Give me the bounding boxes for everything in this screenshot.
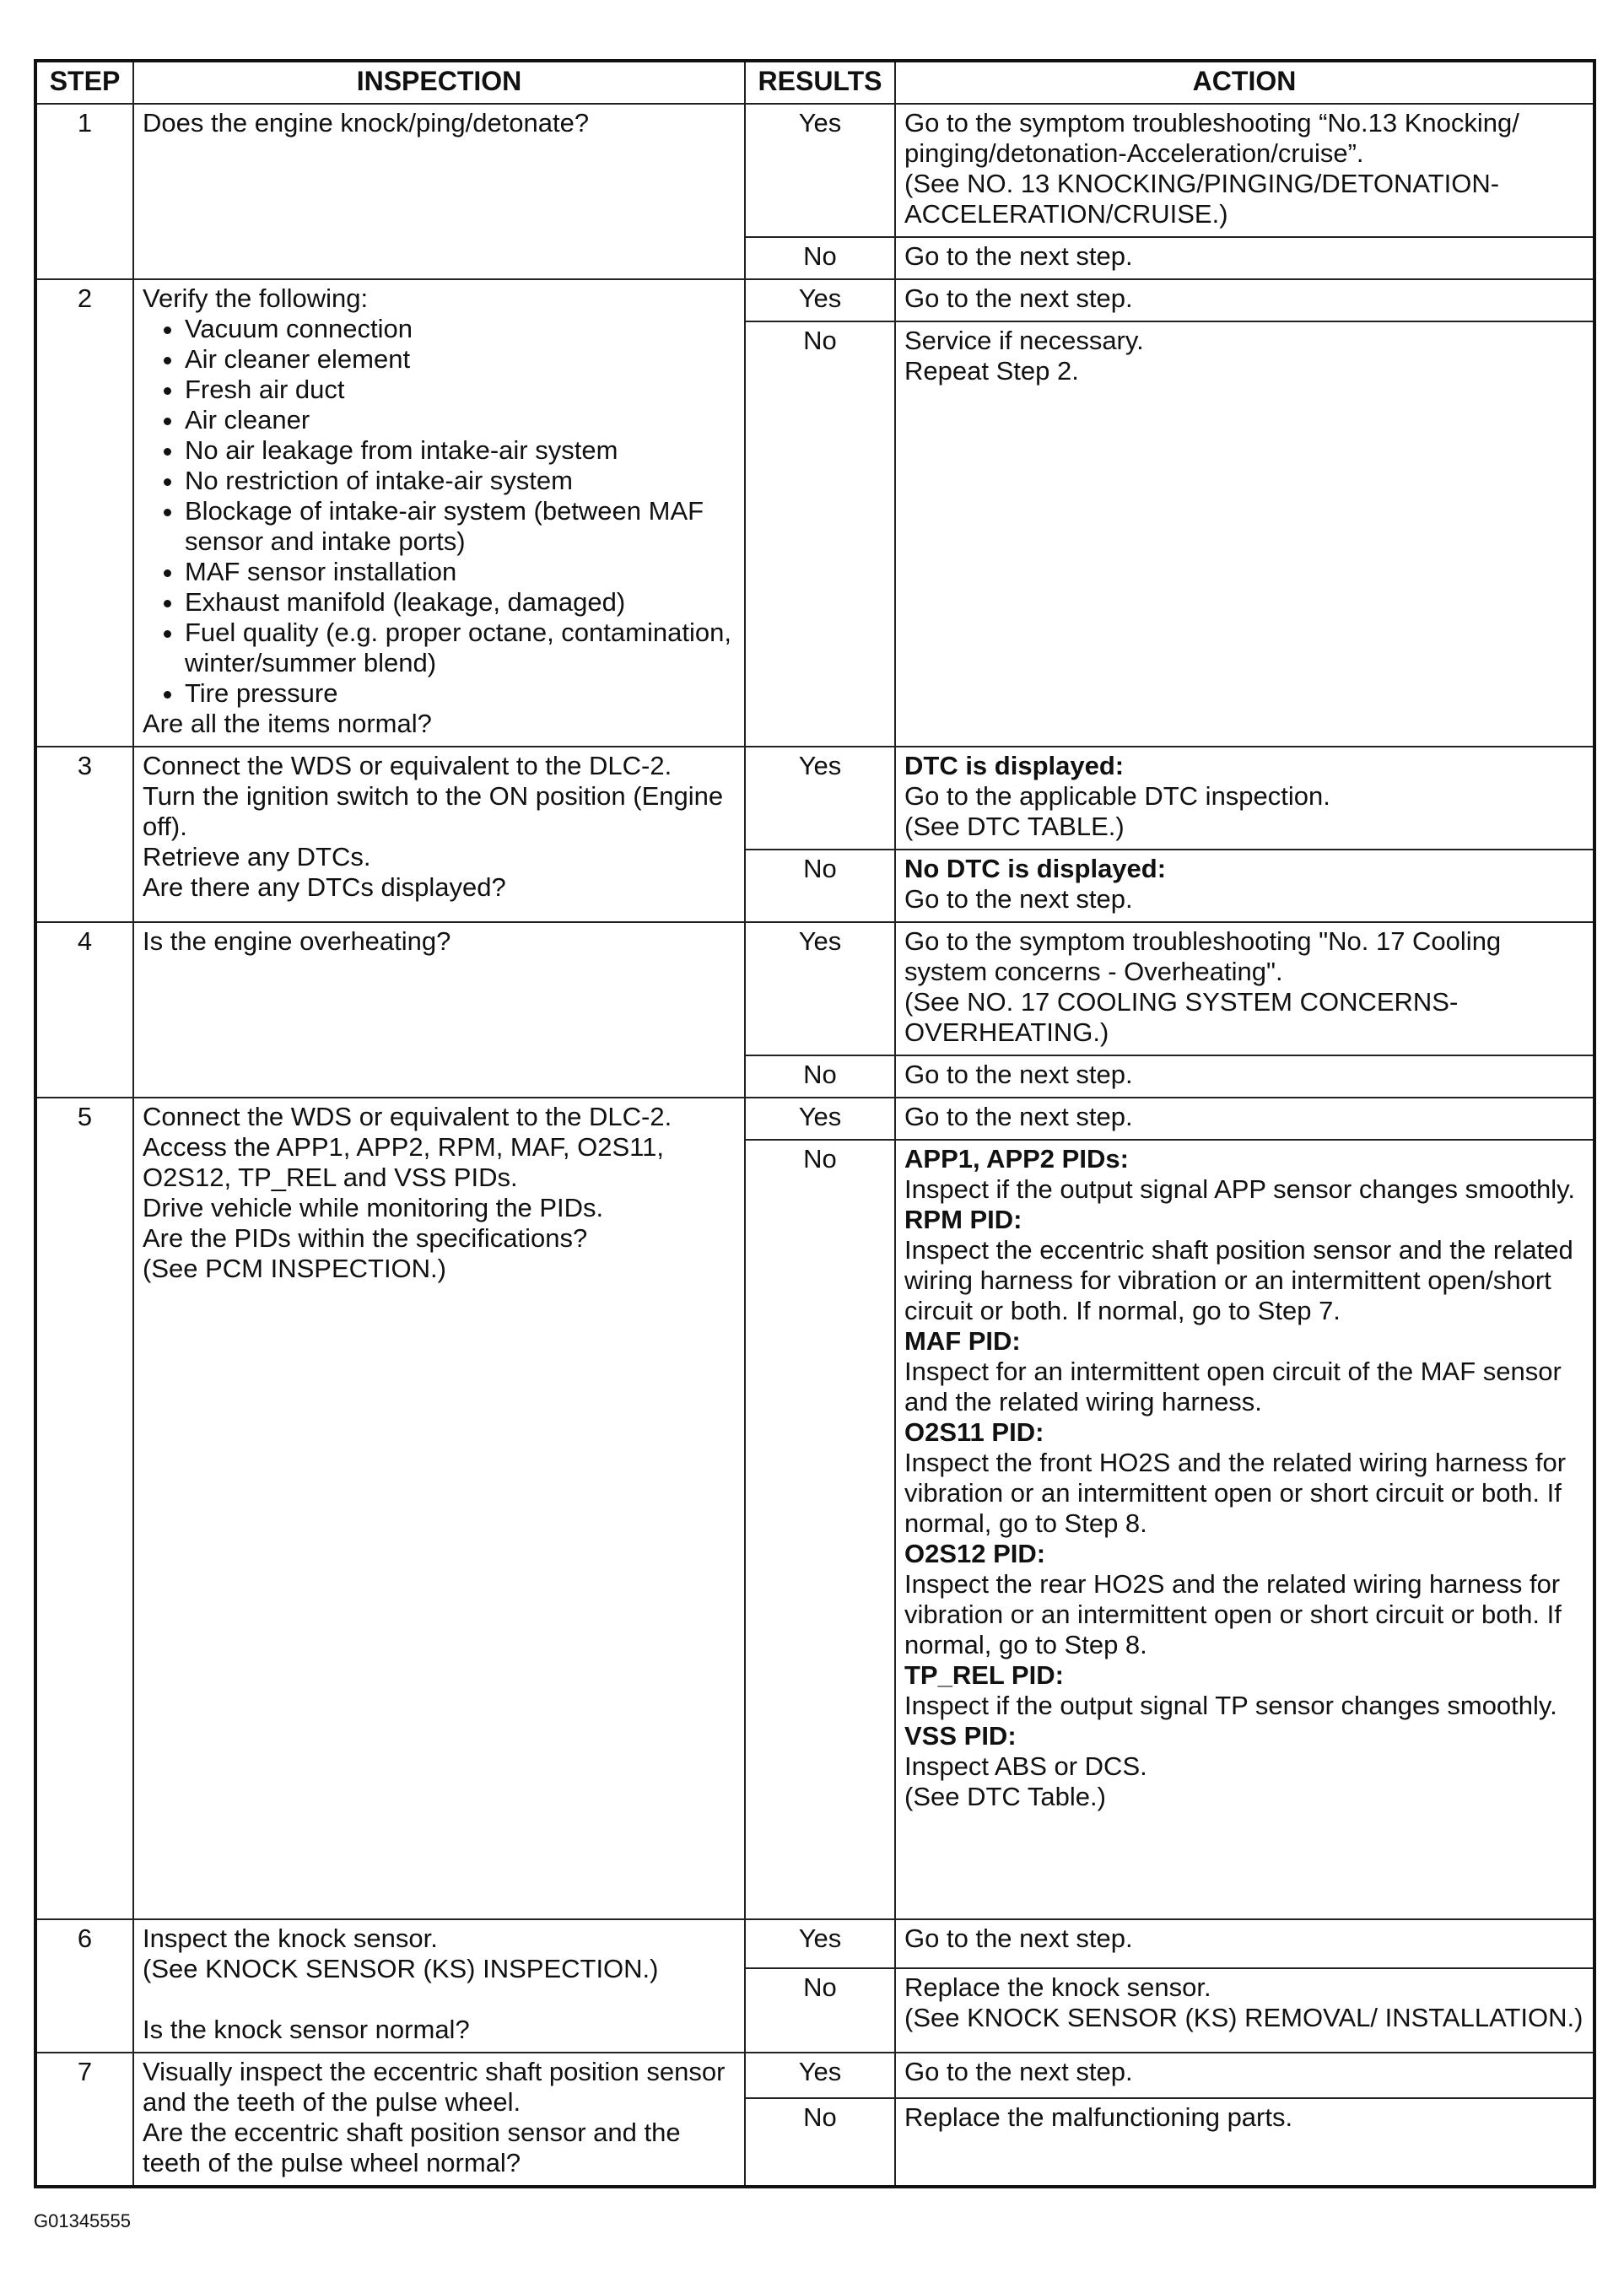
step-number: 2 [35,279,133,747]
action-reference: (See DTC TABLE.) [904,812,1125,841]
action-yes [895,922,1594,1055]
pid-text: Inspect for an intermittent open circuit of the MAF sensor and the related wiring harness. [904,1357,1562,1416]
pid-text: Inspect ABS or DCS. [904,1751,1147,1781]
step-number: 1 [35,104,133,279]
inspection-cell: Is the engine overheating? [133,922,745,1098]
result-yes: Yes [745,104,895,237]
inspection-question: Are the PIDs within the specifications? [143,1223,588,1253]
inspection-text: Connect the WDS or equivalent to the DLC-2. [143,751,672,780]
inspection-cell [133,747,745,922]
table-row [35,1919,1594,1968]
check-list [143,314,736,709]
step-number: 7 [35,2053,133,2187]
result-yes: Yes [745,1098,895,1140]
header-results: RESULTS [745,61,895,104]
list-item: • Exhaust manifold (leakage, damaged) [185,587,736,618]
result-no: No [745,1968,895,2053]
action-reference: (See NO. 13 KNOCKING/PINGING/DETONATION-ACCELERATION/CRUISE.) [904,169,1500,229]
action-reference: (See DTC Table.) [904,1782,1106,1811]
inspection-text: Visually inspect the eccentric shaft position sensor and the teeth of the pulse wheel. [143,2057,726,2117]
action-no [895,850,1594,922]
pid-heading: APP1, APP2 PIDs: [904,1144,1129,1174]
result-yes: Yes [745,279,895,321]
figure-id: G01345555 [34,2210,131,2231]
table-row [35,1098,1594,1140]
list-item: • No air leakage from intake-air system [185,435,736,466]
result-yes: Yes [745,747,895,850]
table-row [35,747,1594,850]
action-yes: Go to the next step. [895,2053,1594,2098]
list-item: • MAF sensor installation [185,557,736,587]
inspection-question: Is the knock sensor normal? [143,2015,470,2044]
inspection-cell [133,279,745,747]
result-yes: Yes [745,2053,895,2098]
action-reference: (See KNOCK SENSOR (KS) REMOVAL/ INSTALLATION.) [904,2003,1584,2033]
list-item: • Blockage of intake-air system (between MAF sensor and intake ports) [185,496,736,557]
pid-heading: VSS PID: [904,1721,1017,1751]
action-text: Go to the applicable DTC inspection. [904,781,1330,811]
action-no: Go to the next step. [895,237,1594,279]
list-item: • Air cleaner [185,405,736,435]
action-no [895,1140,1594,1919]
inspection-text: Connect the WDS or equivalent to the DLC-2. [143,1102,672,1131]
pid-heading: RPM PID: [904,1205,1022,1234]
troubleshooting-table-sheet [34,59,1593,2188]
header-inspection: INSPECTION [133,61,745,104]
inspection-text: Drive vehicle while monitoring the PIDs. [143,1193,604,1222]
inspection-reference: (See PCM INSPECTION.) [143,1254,446,1283]
table-row [35,104,1594,237]
step-number: 4 [35,922,133,1098]
header-row [35,61,1594,104]
list-item: • Vacuum connection [185,314,736,344]
result-no: No [745,237,895,279]
result-no: No [745,1055,895,1098]
inspection-cell [133,1098,745,1919]
header-step: STEP [35,61,133,104]
action-heading: No DTC is displayed: [904,854,1167,883]
action-text: Go to the symptom troubleshooting “No.13 Knocking/ pinging/detonation-Acceleration/cruise”. [904,108,1519,168]
inspection-question: Are the eccentric shaft position sensor and the teeth of the pulse wheel normal? [143,2118,681,2177]
action-yes: Go to the next step. [895,1919,1594,1968]
pid-text: Inspect the front HO2S and the related wiring harness for vibration or an intermittent open or short circuit or both. If normal, go to Step 8. [904,1448,1567,1538]
troubleshooting-table [34,59,1596,2188]
pid-text: Inspect the eccentric shaft position sensor and the related wiring harness for vibration or an intermittent open/short circuit or both. If normal, go to Step 7. [904,1235,1573,1325]
result-no: No [745,1140,895,1919]
inspection-cell: Does the engine knock/ping/detonate? [133,104,745,279]
table-row [35,2053,1594,2098]
action-no [895,321,1594,747]
result-yes: Yes [745,922,895,1055]
pid-heading: TP_REL PID: [904,1660,1064,1690]
inspection-reference: (See KNOCK SENSOR (KS) INSPECTION.) [143,1954,659,1983]
inspection-text: Inspect the knock sensor. [143,1924,438,1953]
pid-text: Inspect the rear HO2S and the related wiring harness for vibration or an intermittent open or short circuit or both. If normal, go to Step 8. [904,1569,1562,1659]
result-yes: Yes [745,1919,895,1968]
inspection-question: Are there any DTCs displayed? [143,872,506,902]
inspection-cell [133,1919,745,2053]
pid-heading: MAF PID: [904,1326,1021,1356]
table-row [35,922,1594,1055]
inspection-text: Retrieve any DTCs. [143,842,371,871]
result-no: No [745,321,895,747]
table-row [35,279,1594,321]
pid-text: Inspect if the output signal APP sensor changes smoothly. [904,1174,1575,1204]
list-item: • Air cleaner element [185,344,736,375]
pid-text: Inspect if the output signal TP sensor changes smoothly. [904,1691,1557,1720]
result-no: No [745,850,895,922]
list-item: • No restriction of intake-air system [185,466,736,496]
step-number: 5 [35,1098,133,1919]
action-yes [895,747,1594,850]
list-item: • Tire pressure [185,678,736,709]
action-text: Go to the next step. [904,884,1133,914]
header-action: ACTION [895,61,1594,104]
action-yes: Go to the next step. [895,279,1594,321]
action-yes: Go to the next step. [895,1098,1594,1140]
action-yes [895,104,1594,237]
pid-heading: O2S11 PID: [904,1417,1044,1447]
list-item: • Fresh air duct [185,375,736,405]
step-number: 3 [35,747,133,922]
inspection-text: Access the APP1, APP2, RPM, MAF, O2S11, O2S12, TP_REL and VSS PIDs. [143,1132,664,1192]
action-text: Service if necessary. [904,326,1144,355]
step-number: 6 [35,1919,133,2053]
action-no: Replace the malfunctioning parts. [895,2098,1594,2187]
action-reference: (See NO. 17 COOLING SYSTEM CONCERNS-OVERHEATING.) [904,987,1459,1047]
result-no: No [745,2098,895,2187]
action-text: Repeat Step 2. [904,356,1079,386]
spacer [143,1984,736,2015]
action-no: Go to the next step. [895,1055,1594,1098]
inspection-question: Are all the items normal? [143,709,432,738]
action-text: Go to the symptom troubleshooting "No. 17 Cooling system concerns - Overheating". [904,926,1502,986]
pid-heading: O2S12 PID: [904,1539,1046,1568]
action-no [895,1968,1594,2053]
inspection-intro: Verify the following: [143,283,369,313]
action-heading: DTC is displayed: [904,751,1125,780]
action-text: Replace the knock sensor. [904,1972,1211,2003]
inspection-text: Turn the ignition switch to the ON position (Engine off). [143,781,724,841]
inspection-cell [133,2053,745,2187]
list-item: • Fuel quality (e.g. proper octane, contamination, winter/summer blend) [185,618,736,678]
